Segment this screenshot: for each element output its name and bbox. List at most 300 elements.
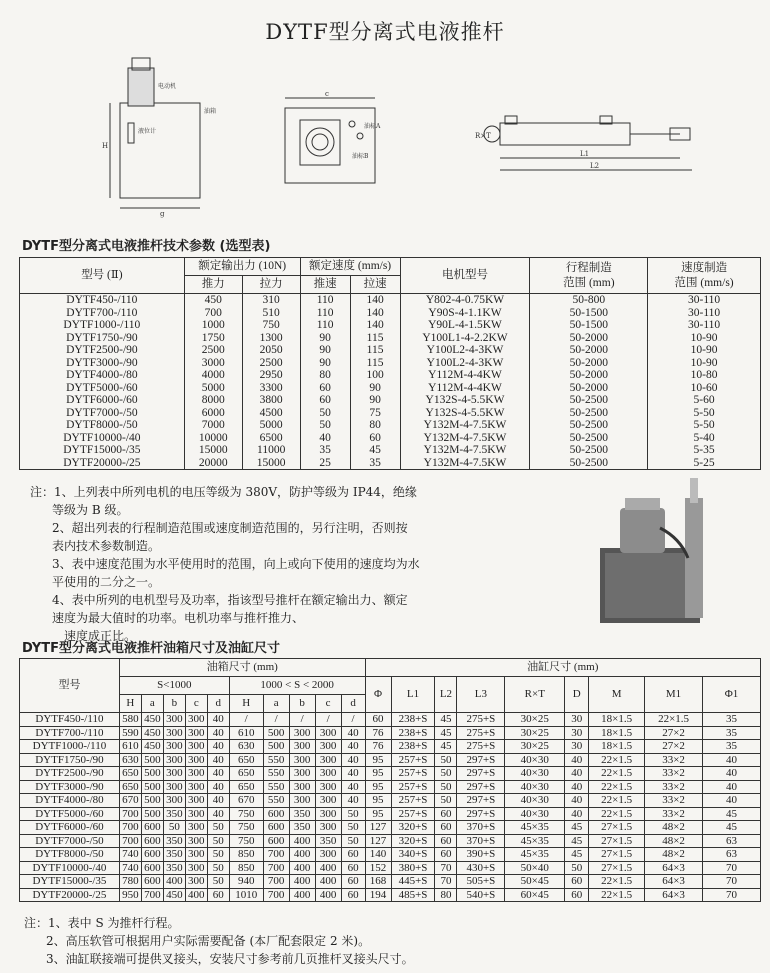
value-cell: 30-110 [648,307,761,320]
col-d2: d [341,695,365,713]
value-cell: 740 [119,861,141,875]
model-cell: DYTF5000-/60 [20,807,120,821]
value-cell: 297+S [457,807,505,821]
col-m1: M1 [645,677,703,713]
value-cell: 50-800 [530,294,648,307]
value-cell: 70 [435,875,457,889]
col-model: 型号 (Ⅱ) [20,258,185,294]
value-cell: 540+S [457,888,505,902]
value-cell: 60 [341,848,365,862]
value-cell: 700 [263,848,289,862]
note-line: 速度成正比。 [64,629,137,643]
value-cell: 750 [229,834,263,848]
value-cell: 610 [229,726,263,740]
value-cell: 140 [350,319,400,332]
value-cell: 70 [435,861,457,875]
value-cell: 500 [263,726,289,740]
col-pull: 拉力 [242,276,300,294]
value-cell: 400 [315,875,341,889]
value-cell: 400 [315,861,341,875]
model-cell: DYTF6000-/60 [20,821,120,835]
value-cell: 40 [341,767,365,781]
value-cell: 5-25 [648,457,761,470]
model-cell: DYTF700-/110 [20,726,120,740]
technical-drawings [80,48,720,218]
value-cell: 310 [242,294,300,307]
value-cell: 50-2000 [530,332,648,345]
value-cell: 300 [185,740,207,754]
value-cell: 257+S [391,780,435,794]
value-cell: 115 [350,344,400,357]
value-cell: 50 [341,821,365,835]
value-cell: 140 [350,307,400,320]
value-cell: 35 [300,444,350,457]
value-cell: 75 [350,407,400,420]
col-phi1: Φ1 [703,677,761,713]
value-cell: 300 [163,740,185,754]
value-cell: 238+S [391,740,435,754]
value-cell: 300 [315,807,341,821]
tank-drawing [102,58,216,218]
value-cell: 10-60 [648,382,761,395]
table-row [20,713,761,727]
dimension-table-body [20,713,761,902]
value-cell: 350 [163,807,185,821]
value-cell: 76 [365,726,391,740]
value-cell: 400 [315,888,341,902]
model-cell: DYTF3000-/90 [20,780,120,794]
value-cell: 60 [300,394,350,407]
plan-dim-c: c [325,90,329,98]
value-cell: 650 [229,753,263,767]
col-h: H [119,695,141,713]
value-cell: 50-2500 [530,457,648,470]
value-cell: 30×25 [505,713,565,727]
tank-dim-h: H [102,142,109,150]
rod-dim-rt: R×T [475,132,491,140]
value-cell: 50-1500 [530,307,648,320]
col-s2: 1000 < S < 2000 [229,677,365,695]
value-cell: 2500 [184,344,242,357]
value-cell: 18×1.5 [589,713,645,727]
col-h2: H [229,695,263,713]
value-cell: 1750 [184,332,242,345]
value-cell: 300 [163,753,185,767]
value-cell: 5-40 [648,432,761,445]
value-cell: 320+S [391,834,435,848]
model-cell: DYTF8000-/50 [20,419,185,432]
value-cell: 750 [229,821,263,835]
value-cell: 27×1.5 [589,821,645,835]
value-cell: 60 [435,848,457,862]
value-cell: 50-1500 [530,319,648,332]
value-cell: 22×1.5 [589,753,645,767]
note-line: 速度为最大值时的功率。电机功率与推杆推力、 [52,611,305,625]
value-cell: 340+S [391,848,435,862]
value-cell: 50×45 [505,875,565,889]
value-cell: 140 [350,294,400,307]
tank-dim-g: g [160,210,165,218]
value-cell: 152 [365,861,391,875]
value-cell: 400 [185,888,207,902]
value-cell: 600 [263,821,289,835]
value-cell: 370+S [457,834,505,848]
model-cell: DYTF2500-/90 [20,344,185,357]
value-cell: 630 [229,740,263,754]
value-cell: 40 [703,780,761,794]
value-cell: 50 [341,834,365,848]
value-cell: 30 [565,740,589,754]
value-cell: 550 [263,794,289,808]
value-cell: Y100L2-4-3KW [400,357,530,370]
value-cell: 700 [119,821,141,835]
value-cell: 27×2 [645,726,703,740]
table-row [20,848,761,862]
model-cell: DYTF2500-/90 [20,767,120,781]
value-cell: 50-2500 [530,444,648,457]
value-cell: 300 [289,767,315,781]
value-cell: 390+S [457,848,505,862]
spec-table [19,257,761,470]
value-cell: 95 [365,767,391,781]
value-cell: 2050 [242,344,300,357]
value-cell: 45 [435,713,457,727]
value-cell: 238+S [391,713,435,727]
table-row [20,457,761,470]
value-cell: 70 [703,875,761,889]
value-cell: 275+S [457,726,505,740]
value-cell: 64×3 [645,861,703,875]
model-cell: DYTF7000-/50 [20,834,120,848]
value-cell: 600 [263,807,289,821]
value-cell: 300 [163,794,185,808]
value-cell: 850 [229,861,263,875]
table-row [20,821,761,835]
value-cell: 60 [365,713,391,727]
value-cell: 950 [119,888,141,902]
value-cell: 2500 [242,357,300,370]
value-cell: 48×2 [645,834,703,848]
value-cell: 8000 [184,394,242,407]
value-cell: 95 [365,753,391,767]
value-cell: 50-2500 [530,394,648,407]
table2-heading: DYTF型分离式电液推杆油箱尺寸及油缸尺寸 [22,641,281,656]
value-cell: 80 [350,419,400,432]
value-cell: 6500 [242,432,300,445]
note-line: 平使用的二分之一。 [52,575,161,589]
table-row [20,794,761,808]
value-cell: 60 [341,888,365,902]
value-cell: Y802-4-0.75KW [400,294,530,307]
col-model: 型号 [20,659,120,713]
value-cell: 40 [300,432,350,445]
notes-2 [24,914,624,968]
rod-dim-l1: L1 [580,150,590,158]
value-cell: 400 [289,888,315,902]
value-cell: 610 [119,740,141,754]
value-cell: 115 [350,357,400,370]
note-line: 表内技术参数制造。 [52,539,161,553]
value-cell: 257+S [391,753,435,767]
value-cell: 40 [207,740,229,754]
value-cell: 127 [365,821,391,835]
value-cell: 700 [141,888,163,902]
table-row [20,861,761,875]
value-cell: 3000 [184,357,242,370]
value-cell: Y132M-4-7.5KW [400,432,530,445]
value-cell: 11000 [242,444,300,457]
col-c2: c [315,695,341,713]
table-row [20,382,761,395]
value-cell: 48×2 [645,821,703,835]
value-cell: 30-110 [648,319,761,332]
value-cell: 5000 [242,419,300,432]
value-cell: 30×25 [505,740,565,754]
value-cell: 40 [207,713,229,727]
value-cell: 40 [341,740,365,754]
value-cell: 500 [141,794,163,808]
value-cell: 50 [435,753,457,767]
value-cell: 780 [119,875,141,889]
value-cell: 80 [435,888,457,902]
value-cell: 300 [289,740,315,754]
value-cell: 50 [207,875,229,889]
value-cell: 50-2000 [530,369,648,382]
col-pull-speed: 拉速 [350,276,400,294]
value-cell: / [229,713,263,727]
value-cell: 300 [185,875,207,889]
value-cell: 90 [350,394,400,407]
col-b2: b [289,695,315,713]
value-cell: 400 [289,875,315,889]
col-d: d [207,695,229,713]
value-cell: 600 [141,821,163,835]
value-cell: 750 [229,807,263,821]
plan-label-a: 油标A [364,123,381,130]
value-cell: 300 [315,780,341,794]
value-cell: 500 [263,740,289,754]
value-cell: 630 [119,753,141,767]
value-cell: Y100L2-4-3KW [400,344,530,357]
plan-label-b: 油标B [352,153,369,160]
value-cell: 510 [242,307,300,320]
value-cell: 297+S [457,767,505,781]
value-cell: Y132M-4-7.5KW [400,419,530,432]
value-cell: 505+S [457,875,505,889]
value-cell: 40 [703,767,761,781]
value-cell: Y132M-4-7.5KW [400,457,530,470]
value-cell: 5-50 [648,407,761,420]
value-cell: 40 [341,753,365,767]
value-cell: 60 [207,888,229,902]
value-cell: 95 [365,780,391,794]
col-m: M [589,677,645,713]
value-cell: 45×35 [505,834,565,848]
value-cell: 300 [185,861,207,875]
model-cell: DYTF450-/110 [20,294,185,307]
value-cell: 90 [300,332,350,345]
value-cell: 300 [315,794,341,808]
table-row [20,767,761,781]
value-cell: 300 [289,753,315,767]
value-cell: 40 [207,794,229,808]
value-cell: 60 [341,875,365,889]
value-cell: 300 [185,821,207,835]
value-cell: 50 [207,834,229,848]
table-row [20,432,761,445]
col-a: a [141,695,163,713]
table-row [20,394,761,407]
value-cell: 40 [565,807,589,821]
table-row [20,369,761,382]
value-cell: 10-90 [648,332,761,345]
table-row [20,834,761,848]
dimension-table [19,658,761,902]
model-cell: DYTF20000-/25 [20,457,185,470]
value-cell: 500 [141,767,163,781]
model-cell: DYTF7000-/50 [20,407,185,420]
value-cell: 300 [289,780,315,794]
table-row [20,407,761,420]
value-cell: 500 [141,807,163,821]
value-cell: 50 [341,807,365,821]
value-cell: 450 [141,713,163,727]
value-cell: 60 [350,432,400,445]
value-cell: 50 [435,767,457,781]
value-cell: 27×1.5 [589,848,645,862]
value-cell: 700 [263,888,289,902]
value-cell: 740 [119,848,141,862]
col-cylinder: 油缸尺寸 (mm) [365,659,760,677]
value-cell: 50 [163,821,185,835]
value-cell: 50 [565,861,589,875]
value-cell: 297+S [457,753,505,767]
value-cell: 450 [163,888,185,902]
value-cell: 300 [185,713,207,727]
value-cell: 30×25 [505,726,565,740]
col-motor: 电机型号 [400,258,530,294]
value-cell: 22×1.5 [645,713,703,727]
value-cell: 300 [185,848,207,862]
page-title: DYTF型分离式电液推杆 [265,20,505,44]
note-line: 3、油缸联接端可提供叉接头，安装尺寸参考前几页推杆叉接头尺寸。 [46,952,414,966]
value-cell: 90 [350,382,400,395]
value-cell: 5-60 [648,394,761,407]
value-cell: 550 [263,767,289,781]
value-cell: 450 [141,740,163,754]
value-cell: 50 [300,419,350,432]
model-cell: DYTF1750-/90 [20,753,120,767]
value-cell: 27×1.5 [589,861,645,875]
value-cell: 33×2 [645,767,703,781]
value-cell: 40×30 [505,753,565,767]
value-cell: 50-2000 [530,357,648,370]
value-cell: 450 [184,294,242,307]
value-cell: 5-35 [648,444,761,457]
value-cell: 22×1.5 [589,794,645,808]
table-row [20,319,761,332]
value-cell: 580 [119,713,141,727]
value-cell: 18×1.5 [589,740,645,754]
value-cell: 300 [185,807,207,821]
value-cell: 670 [229,794,263,808]
value-cell: 300 [163,713,185,727]
value-cell: 45 [350,444,400,457]
value-cell: 50-2500 [530,419,648,432]
model-cell: DYTF10000-/40 [20,861,120,875]
model-cell: DYTF1000-/110 [20,319,185,332]
value-cell: 22×1.5 [589,888,645,902]
table-row [20,357,761,370]
value-cell: 35 [350,457,400,470]
rod-dim-l2: L2 [590,162,600,170]
value-cell: 300 [289,794,315,808]
value-cell: 275+S [457,713,505,727]
model-cell: DYTF15000-/35 [20,875,120,889]
value-cell: 3300 [242,382,300,395]
value-cell: 670 [119,794,141,808]
note-line: 注：1、表中 S 为推杆行程。 [24,916,180,930]
value-cell: 27×2 [645,740,703,754]
table-row [20,294,761,307]
value-cell: / [289,713,315,727]
value-cell: 7000 [184,419,242,432]
tank-label-motor: 电动机 [158,83,177,90]
value-cell: 297+S [457,780,505,794]
model-cell: DYTF1000-/110 [20,740,120,754]
value-cell: 600 [141,834,163,848]
value-cell: 40 [703,794,761,808]
model-cell: DYTF1750-/90 [20,332,185,345]
value-cell: 650 [229,780,263,794]
value-cell: 45×35 [505,821,565,835]
value-cell: 60×45 [505,888,565,902]
value-cell: 485+S [391,888,435,902]
value-cell: 33×2 [645,807,703,821]
value-cell: 700 [119,807,141,821]
value-cell: 350 [289,821,315,835]
value-cell: 95 [365,807,391,821]
value-cell: 60 [435,834,457,848]
table-row [20,332,761,345]
value-cell: 238+S [391,726,435,740]
value-cell: 650 [119,780,141,794]
value-cell: Y132S-4-5.5KW [400,394,530,407]
value-cell: 64×3 [645,888,703,902]
value-cell: 10-80 [648,369,761,382]
value-cell: 257+S [391,794,435,808]
value-cell: 90 [300,357,350,370]
notes-1 [30,483,440,645]
value-cell: 300 [185,834,207,848]
model-cell: DYTF4000-/80 [20,794,120,808]
note-line: 2、超出列表的行程制造范围或速度制造范围的，另行注明，否则按 [52,521,408,535]
value-cell: 60 [565,875,589,889]
value-cell: 380+S [391,861,435,875]
model-cell: DYTF5000-/60 [20,382,185,395]
value-cell: 70 [703,861,761,875]
value-cell: 80 [300,369,350,382]
value-cell: 500 [141,780,163,794]
value-cell: 350 [289,807,315,821]
value-cell: 300 [315,726,341,740]
value-cell: / [263,713,289,727]
value-cell: 30 [565,713,589,727]
value-cell: 5-50 [648,419,761,432]
col-phi: Φ [365,677,391,713]
value-cell: 300 [163,726,185,740]
value-cell: 400 [289,861,315,875]
